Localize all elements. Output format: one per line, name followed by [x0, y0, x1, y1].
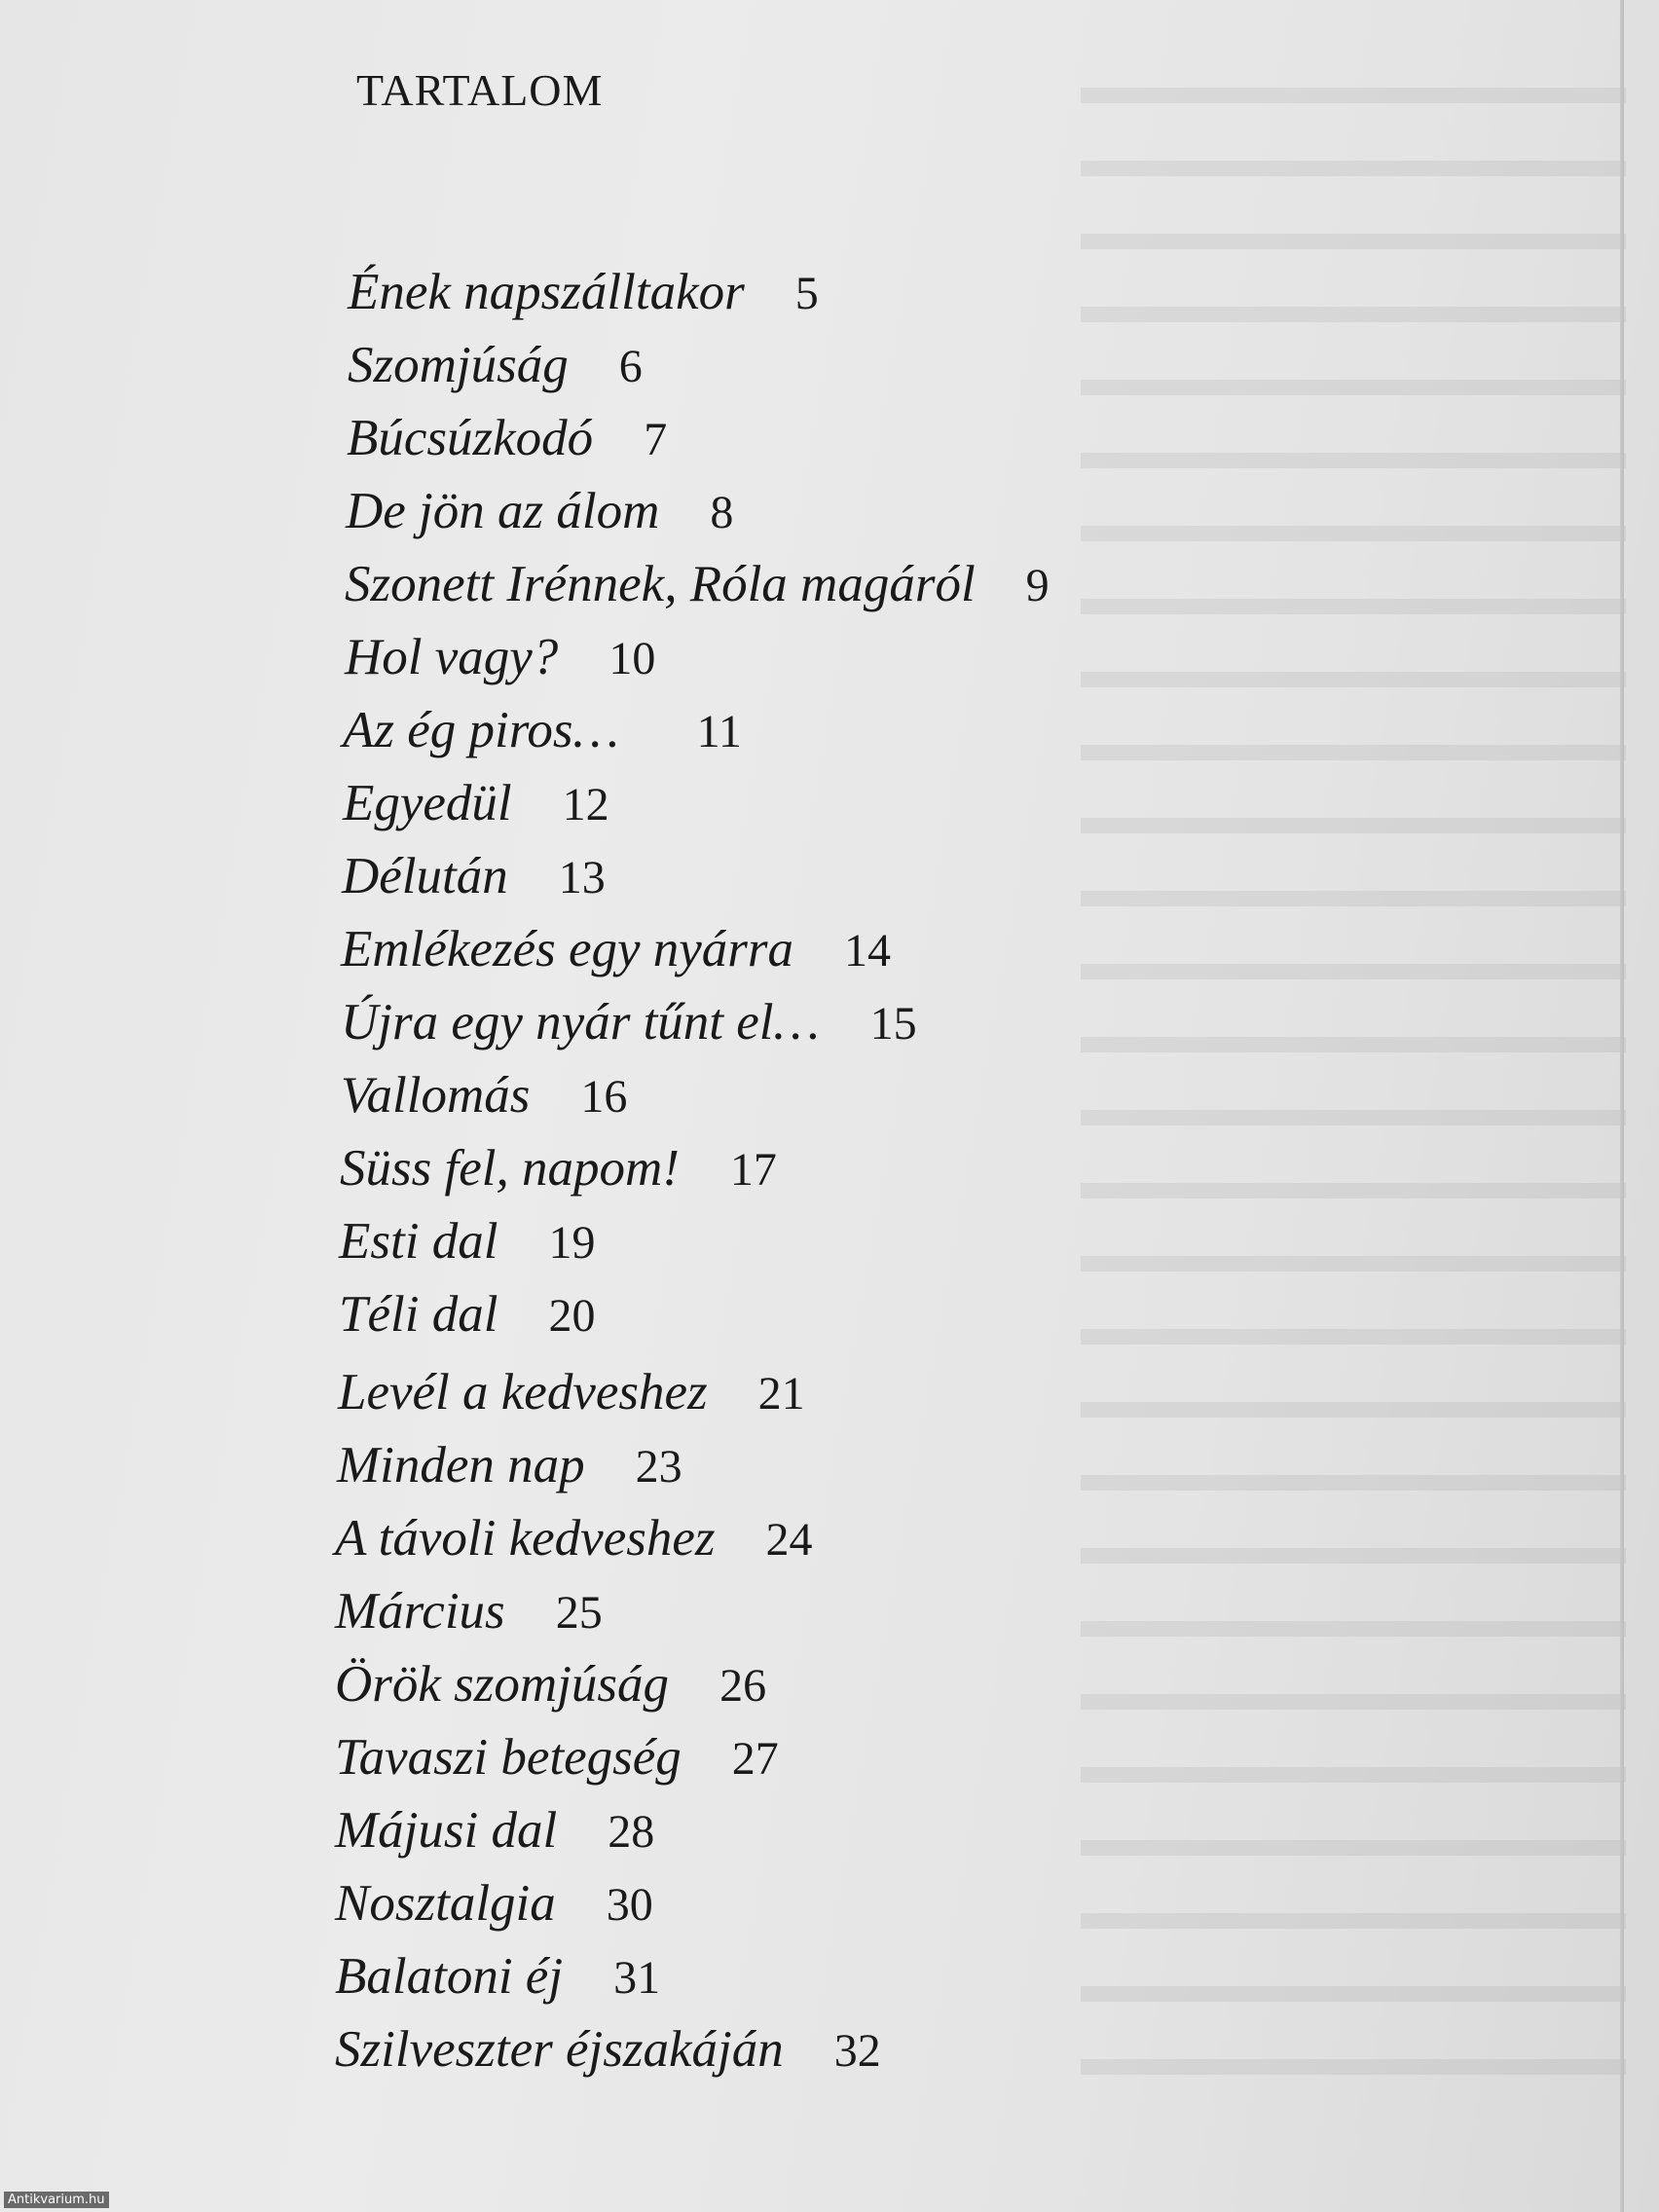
toc-entry [346, 482, 733, 542]
toc-entry [335, 1801, 654, 1862]
toc-entry [348, 263, 819, 323]
entry-title: Minden nap [337, 1437, 585, 1493]
entry-title: Szilveszter éjszakáján [335, 2021, 784, 2078]
entry-title: Az ég piros… [343, 702, 619, 758]
entry-title: Délután [342, 848, 508, 904]
entry-title: Esti dal [339, 1213, 498, 1270]
entry-title: Süss fel, napom! [340, 1140, 680, 1197]
toc-entry [339, 1285, 595, 1346]
entry-page-number: 24 [765, 1514, 813, 1566]
entry-page-number: 10 [608, 633, 656, 684]
entry-title: Örök szomjúság [335, 1656, 670, 1713]
toc-entry [347, 409, 667, 469]
entry-title: Nosztalgia [335, 1875, 556, 1932]
toc-entry [335, 1874, 653, 1935]
entry-title: Levél a kedveshez [338, 1364, 708, 1420]
toc-entry [341, 993, 917, 1053]
entry-title: De jön az álom [346, 483, 660, 539]
entry-page-number: 8 [710, 487, 734, 538]
entry-page-number: 26 [719, 1660, 767, 1712]
toc-entry [335, 1509, 813, 1569]
entry-page-number: 13 [558, 852, 606, 903]
entry-page-number: 14 [844, 925, 892, 977]
entry-page-number: 28 [608, 1806, 655, 1858]
toc-entry [338, 1363, 805, 1423]
entry-title: Búcsúzkodó [347, 410, 594, 466]
toc-entry [342, 847, 606, 907]
entry-page-number: 12 [562, 779, 609, 830]
toc-entry [341, 1066, 627, 1126]
toc-entry [335, 1947, 660, 2008]
entry-title: Szonett Irénnek, Róla magáról [345, 556, 976, 612]
entry-page-number: 25 [555, 1587, 603, 1639]
entry-page-number: 27 [731, 1733, 779, 1785]
toc-entry [345, 628, 655, 688]
entry-title: Szomjúság [348, 337, 569, 393]
toc-entry [335, 2020, 881, 2081]
entry-title: Ének napszálltakor [348, 264, 745, 320]
entry-page-number: 7 [644, 414, 668, 465]
watermark: Antikvarium.hu [4, 2192, 109, 2208]
toc-entry [341, 920, 891, 980]
entry-page-number: 16 [580, 1071, 628, 1123]
toc-entry [337, 1436, 682, 1496]
entry-title: Újra egy nyár tűnt el… [341, 994, 820, 1051]
toc-entry [339, 1212, 595, 1272]
page-edge [1620, 0, 1624, 2212]
entry-page-number: 20 [548, 1290, 596, 1342]
entry-page-number: 19 [548, 1217, 596, 1269]
entry-page-number: 32 [833, 2025, 881, 2077]
toc-entry [348, 336, 643, 396]
entry-title: Téli dal [339, 1286, 498, 1343]
entry-title: Hol vagy? [345, 629, 559, 685]
toc-entry [343, 701, 742, 761]
entry-title: Májusi dal [335, 1802, 558, 1859]
entry-page-number: 17 [729, 1144, 777, 1196]
entry-title: Egyedül [343, 775, 512, 831]
toc-entry [335, 1582, 603, 1642]
toc-entry [335, 1655, 766, 1715]
entry-title: Március [335, 1583, 505, 1640]
toc-entry [340, 1139, 777, 1199]
entry-title: Emlékezés egy nyárra [341, 921, 794, 977]
entry-page-number: 30 [606, 1879, 653, 1931]
entry-title: Tavaszi betegség [335, 1729, 682, 1786]
entry-page-number: 11 [696, 706, 742, 757]
entry-page-number: 6 [618, 341, 643, 392]
bleed-through-text [1081, 58, 1626, 2103]
entry-page-number: 15 [869, 998, 917, 1050]
entry-title: Vallomás [341, 1067, 531, 1124]
entry-page-number: 9 [1025, 560, 1050, 611]
entry-title: Balatoni éj [335, 1948, 564, 2005]
toc-entry [345, 555, 1050, 615]
entry-page-number: 21 [757, 1368, 805, 1419]
entry-page-number: 31 [613, 1952, 661, 2004]
toc-entry [335, 1728, 779, 1788]
toc-heading: TARTALOM [356, 65, 604, 115]
toc-entry [343, 774, 609, 834]
entry-page-number: 5 [794, 268, 819, 319]
entry-page-number: 23 [635, 1441, 682, 1493]
entry-title: A távoli kedveshez [335, 1510, 716, 1567]
